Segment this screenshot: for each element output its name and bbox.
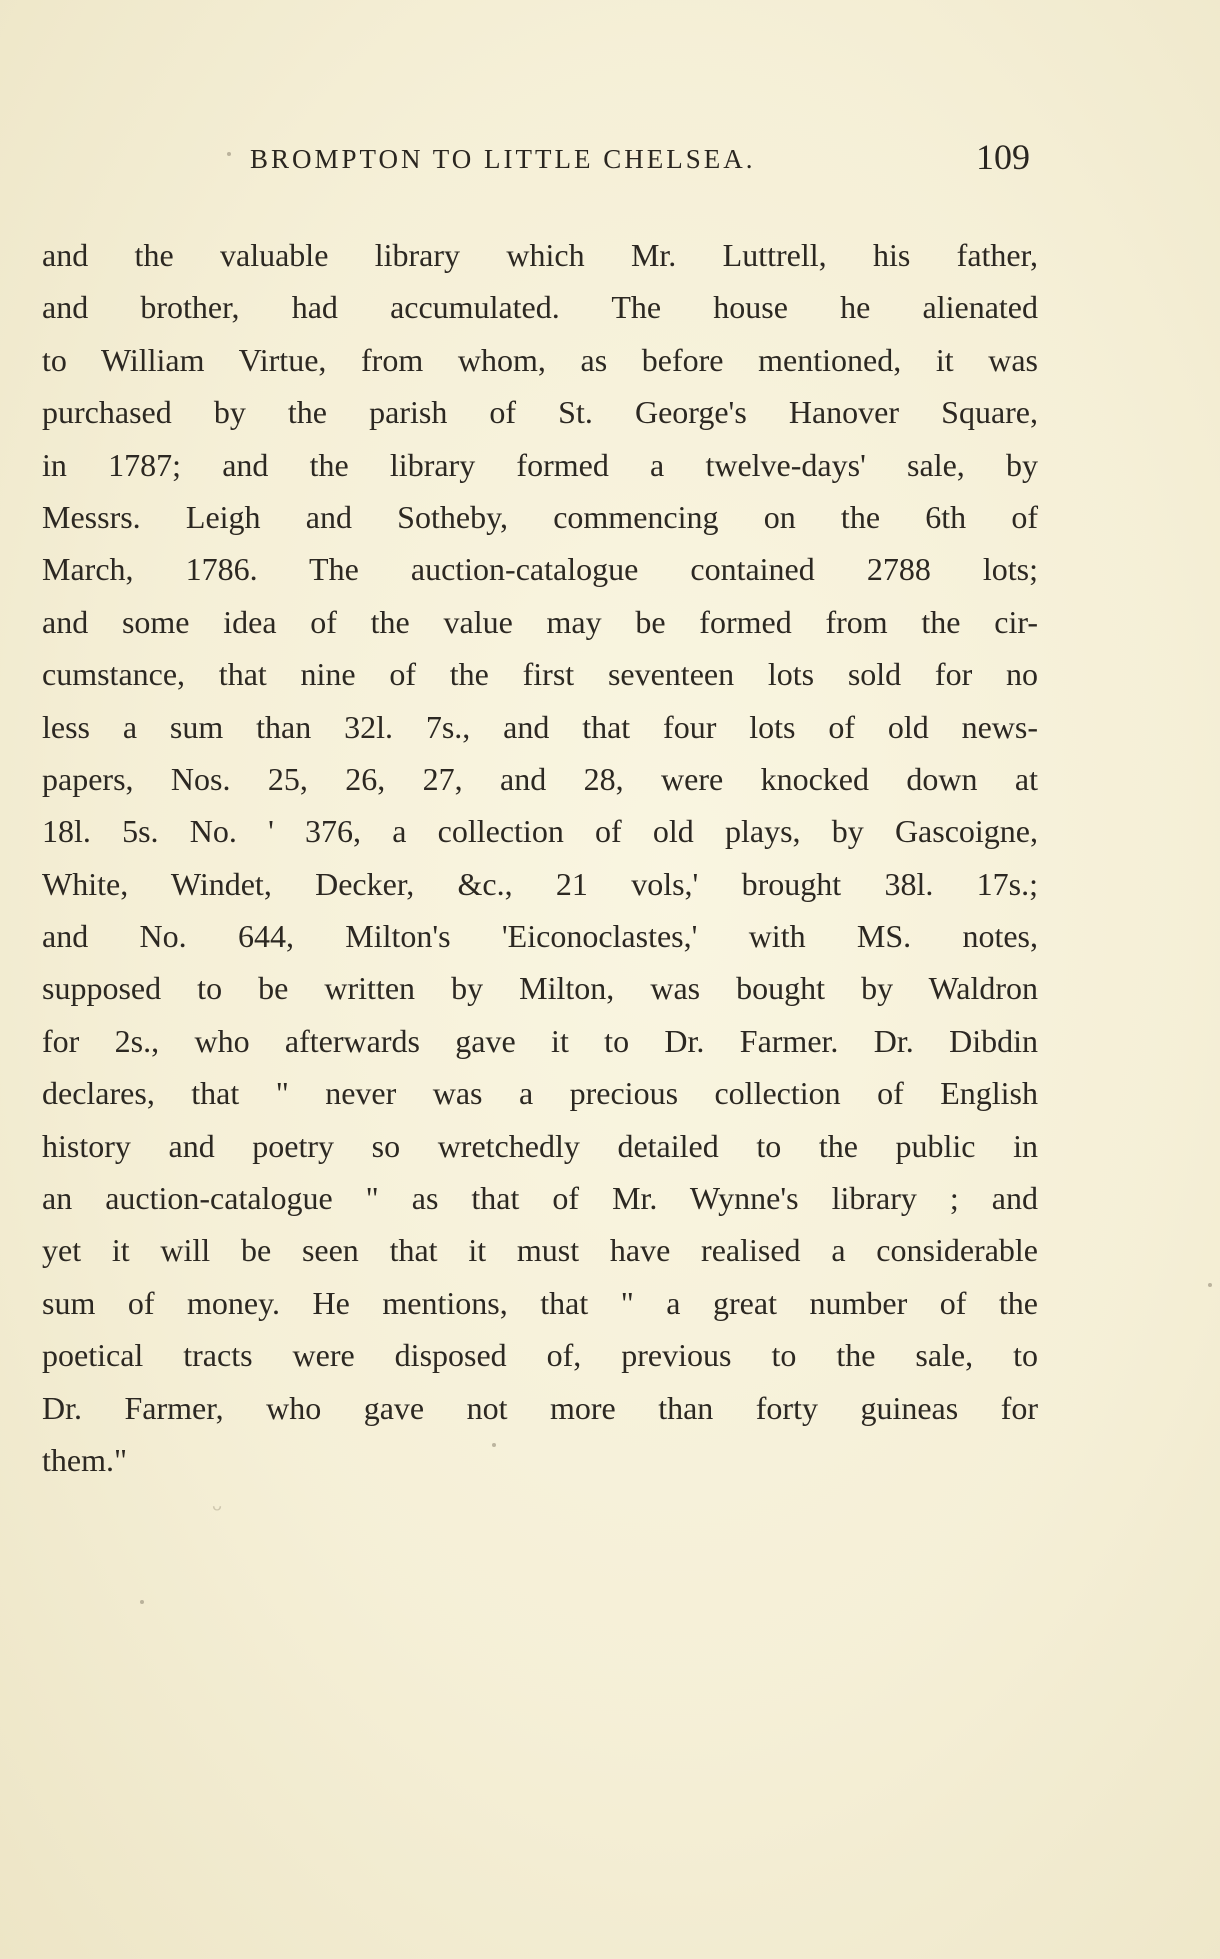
text-line: Messrs. Leigh and Sotheby, commencing on the 6th of xyxy=(42,498,1038,535)
text-line: poetical tracts were disposed of, previous to the sale, to xyxy=(42,1337,1038,1374)
text-line: in 1787; and the library formed a twelve-days' sale, by xyxy=(42,446,1038,483)
text-line: purchased by the parish of St. George's Hanover Square, xyxy=(42,394,1038,431)
text-line: and brother, had accumulated. The house he alienated xyxy=(42,289,1038,326)
paper-speck xyxy=(492,1443,496,1447)
paper-speck xyxy=(140,1600,144,1604)
text-line: declares, that " never was a precious collection of English xyxy=(42,1075,1038,1112)
text-line: Dr. Farmer, who gave not more than forty guineas for xyxy=(42,1389,1038,1426)
text-line: sum of money. He mentions, that " a great number of the xyxy=(42,1284,1038,1321)
text-line: and some idea of the value may be formed from the cir- xyxy=(42,603,1038,640)
text-line: to William Virtue, from whom, as before mentioned, it was xyxy=(42,341,1038,378)
text-line: cumstance, that nine of the first seventeen lots sold for no xyxy=(42,656,1038,693)
text-line: an auction-catalogue " as that of Mr. Wynne's library ; and xyxy=(42,1180,1038,1217)
text-line: for 2s., who afterwards gave it to Dr. Farmer. Dr. Dibdin xyxy=(42,1022,1038,1059)
paper-speck xyxy=(227,152,231,156)
paper-blemish: ᵕ xyxy=(212,1496,223,1526)
text-line: history and poetry so wretchedly detailed to the public in xyxy=(42,1127,1038,1164)
text-line: White, Windet, Decker, &c., 21 vols,' brought 38l. 17s.; xyxy=(42,865,1038,902)
running-head xyxy=(250,137,1030,180)
text-line: less a sum than 32l. 7s., and that four lots of old news- xyxy=(42,708,1038,745)
text-line: March, 1786. The auction-catalogue contained 2788 lots; xyxy=(42,551,1038,588)
text-line: supposed to be written by Milton, was bought by Waldron xyxy=(42,970,1038,1007)
text-line: 18l. 5s. No. ' 376, a collection of old plays, by Gascoigne, xyxy=(42,813,1038,850)
text-line: them." xyxy=(42,1441,128,1478)
text-line: and the valuable library which Mr. Luttrell, his father, xyxy=(42,237,1038,273)
text-line: and No. 644, Milton's 'Eiconoclastes,' with MS. notes, xyxy=(42,918,1038,955)
paper-speck xyxy=(1208,1283,1212,1287)
text-line: papers, Nos. 25, 26, 27, and 28, were knocked down at xyxy=(42,760,1038,797)
page-number: 109 xyxy=(976,137,1030,177)
body-paragraph xyxy=(42,229,1038,1486)
text-line: yet it will be seen that it must have realised a considerable xyxy=(42,1232,1038,1269)
running-title: BROMPTON TO LITTLE CHELSEA. xyxy=(250,144,756,174)
